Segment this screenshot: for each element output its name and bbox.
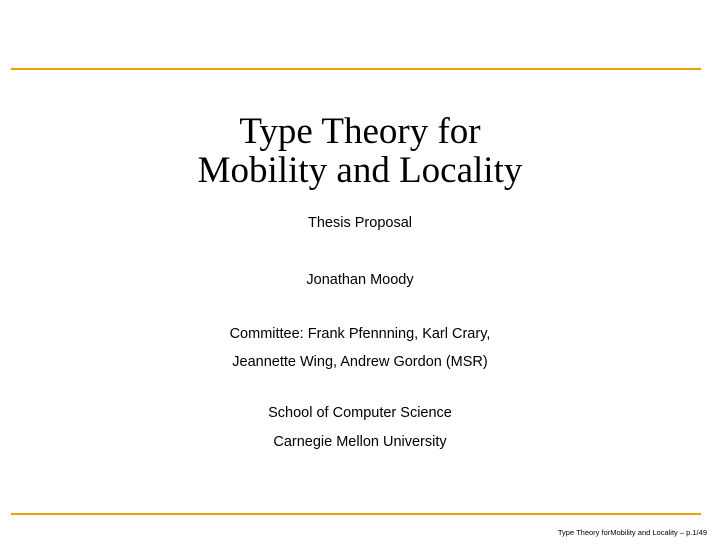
slide-footer: Type Theory forMobility and Locality – p.1/49 (557, 528, 707, 537)
school-name: School of Computer Science (268, 405, 452, 421)
committee-line-2: Jeannette Wing, Andrew Gordon (MSR) (232, 354, 488, 370)
author-name: Jonathan Moody (306, 272, 414, 288)
top-rule (11, 68, 701, 70)
committee-line-1: Committee: Frank Pfennning, Karl Crary, (229, 326, 491, 342)
title-line-1: Type Theory for (239, 111, 481, 152)
university-name: Carnegie Mellon University (273, 434, 447, 450)
subtitle: Thesis Proposal (308, 215, 412, 231)
title-line-2: Mobility and Locality (197, 150, 523, 191)
slide-title (0, 112, 720, 190)
bottom-rule (11, 513, 701, 515)
